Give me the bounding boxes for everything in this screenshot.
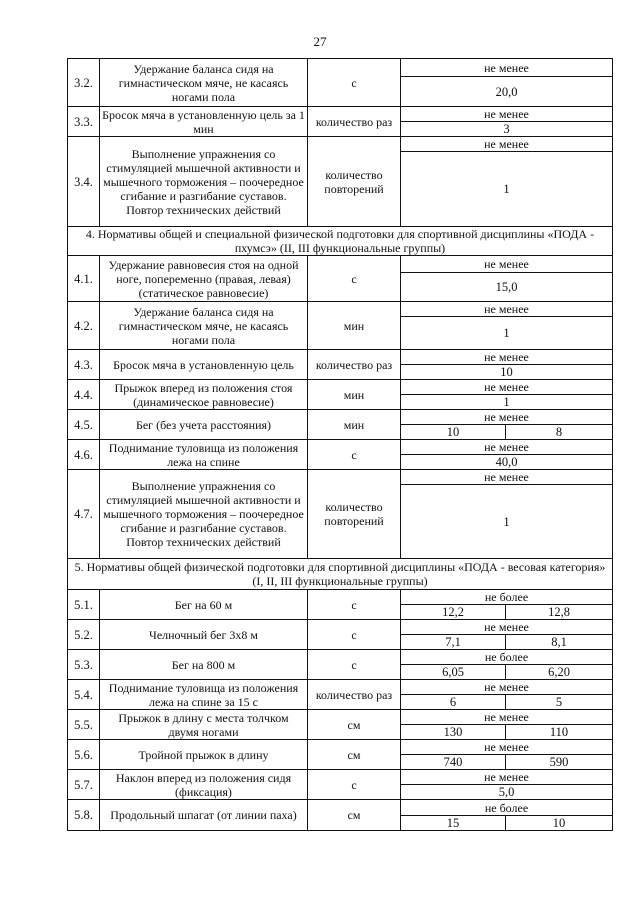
exercise-name: Тройной прыжок в длину xyxy=(100,740,308,770)
table-row xyxy=(68,800,613,816)
table-row xyxy=(68,680,613,695)
exercise-name: Прыжок в длину с места толчком двумя ногами xyxy=(100,710,308,740)
norm-value-left: 7,1 xyxy=(401,635,506,650)
unit-cell: с xyxy=(308,650,401,680)
unit-cell: с xyxy=(308,590,401,620)
exercise-name: Продольный шпагат (от линии паха) xyxy=(100,800,308,831)
norm-value: 1 xyxy=(401,485,613,559)
exercise-name: Удержание баланса сидя на гимнастическом мяче, не касаясь ногами пола xyxy=(100,59,308,107)
norm-value-left: 740 xyxy=(401,755,506,770)
condition-label: не менее xyxy=(401,350,613,365)
norm-value-right: 110 xyxy=(506,725,613,740)
condition-label: не менее xyxy=(401,137,613,152)
condition-label: не менее xyxy=(401,440,613,455)
unit-cell: см xyxy=(308,740,401,770)
item-number: 4.4. xyxy=(68,380,100,410)
exercise-name: Бег (без учета расстояния) xyxy=(100,410,308,440)
exercise-name: Бег на 60 м xyxy=(100,590,308,620)
condition-label: не менее xyxy=(401,59,613,77)
item-number: 4.1. xyxy=(68,256,100,302)
norm-value: 20,0 xyxy=(401,77,613,107)
norm-value: 1 xyxy=(401,317,613,350)
exercise-name: Удержание баланса сидя на гимнастическом мяче, не касаясь ногами пола xyxy=(100,302,308,350)
norm-value: 1 xyxy=(401,395,613,410)
exercise-name: Бросок мяча в установленную цель за 1 мин xyxy=(100,107,308,137)
exercise-name: Выполнение упражнения со стимуляцией мышечной активности и мышечного торможения – поочередное сгибание и разгибание суставов. Повтор технических действий xyxy=(100,137,308,227)
item-number: 4.6. xyxy=(68,440,100,470)
table-row xyxy=(68,256,613,273)
unit-cell: мин xyxy=(308,302,401,350)
exercise-name: Поднимание туловища из положения лежа на спине за 15 с xyxy=(100,680,308,710)
norm-value-left: 10 xyxy=(401,425,506,440)
norm-value-right: 6,20 xyxy=(506,665,613,680)
condition-label: не менее xyxy=(401,680,613,695)
condition-label: не менее xyxy=(401,740,613,755)
norm-value: 3 xyxy=(401,122,613,137)
table-row xyxy=(68,590,613,605)
exercise-name: Челночный бег 3х8 м xyxy=(100,620,308,650)
condition-label: не более xyxy=(401,800,613,816)
exercise-name: Прыжок вперед из положения стоя (динамическое равновесие) xyxy=(100,380,308,410)
table-row xyxy=(68,107,613,122)
unit-cell: с xyxy=(308,620,401,650)
item-number: 4.3. xyxy=(68,350,100,380)
item-number: 5.8. xyxy=(68,800,100,831)
unit-cell: мин xyxy=(308,380,401,410)
unit-cell: мин xyxy=(308,410,401,440)
norm-value-right: 5 xyxy=(506,695,613,710)
norm-value: 40,0 xyxy=(401,455,613,470)
item-number: 5.3. xyxy=(68,650,100,680)
item-number: 5.4. xyxy=(68,680,100,710)
item-number: 4.5. xyxy=(68,410,100,440)
condition-label: не более xyxy=(401,650,613,665)
table-row xyxy=(68,350,613,365)
item-number: 3.4. xyxy=(68,137,100,227)
item-number: 3.2. xyxy=(68,59,100,107)
item-number: 5.5. xyxy=(68,710,100,740)
item-number: 5.6. xyxy=(68,740,100,770)
norm-value-right: 12,8 xyxy=(506,605,613,620)
section-header-row xyxy=(68,227,613,256)
table-row xyxy=(68,59,613,77)
table-row xyxy=(68,770,613,785)
norms-table-body xyxy=(68,59,613,831)
page-number: 27 xyxy=(313,34,327,49)
condition-label: не менее xyxy=(401,107,613,122)
table-row xyxy=(68,410,613,425)
unit-cell: с xyxy=(308,256,401,302)
table-row xyxy=(68,620,613,635)
unit-cell: количество повторений xyxy=(308,137,401,227)
unit-cell: с xyxy=(308,59,401,107)
table-row xyxy=(68,302,613,317)
exercise-name: Наклон вперед из положения сидя (фиксация) xyxy=(100,770,308,800)
condition-label: не менее xyxy=(401,770,613,785)
unit-cell: с xyxy=(308,440,401,470)
unit-cell: количество повторений xyxy=(308,470,401,559)
item-number: 4.2. xyxy=(68,302,100,350)
table-row xyxy=(68,380,613,395)
item-number: 4.7. xyxy=(68,470,100,559)
exercise-name: Выполнение упражнения со стимуляцией мышечной активности и мышечного торможения – поочередное сгибание и разгибание суставов. Повтор технических действий xyxy=(100,470,308,559)
condition-label: не менее xyxy=(401,256,613,273)
item-number: 3.3. xyxy=(68,107,100,137)
norm-value-left: 6,05 xyxy=(401,665,506,680)
item-number: 5.7. xyxy=(68,770,100,800)
norms-table xyxy=(67,58,613,831)
table-row xyxy=(68,137,613,152)
condition-label: не менее xyxy=(401,620,613,635)
norm-value: 5,0 xyxy=(401,785,613,800)
table-row xyxy=(68,740,613,755)
unit-cell: количество раз xyxy=(308,680,401,710)
unit-cell: количество раз xyxy=(308,107,401,137)
condition-label: не менее xyxy=(401,710,613,725)
exercise-name: Бег на 800 м xyxy=(100,650,308,680)
norm-value-right: 8,1 xyxy=(506,635,613,650)
unit-cell: с xyxy=(308,770,401,800)
condition-label: не менее xyxy=(401,470,613,485)
exercise-name: Бросок мяча в установленную цель xyxy=(100,350,308,380)
norm-value: 15,0 xyxy=(401,273,613,302)
norm-value-left: 6 xyxy=(401,695,506,710)
condition-label: не менее xyxy=(401,302,613,317)
norm-value-right: 8 xyxy=(506,425,613,440)
norm-value-right: 590 xyxy=(506,755,613,770)
norm-value: 10 xyxy=(401,365,613,380)
unit-cell: см xyxy=(308,710,401,740)
exercise-name: Удержание равновесия стоя на одной ноге, попеременно (правая, левая) (статическое равновесие) xyxy=(100,256,308,302)
table-row xyxy=(68,710,613,725)
unit-cell: см xyxy=(308,800,401,831)
exercise-name: Поднимание туловища из положения лежа на спине xyxy=(100,440,308,470)
table-row xyxy=(68,440,613,455)
norm-value-left: 12,2 xyxy=(401,605,506,620)
item-number: 5.1. xyxy=(68,590,100,620)
condition-label: не более xyxy=(401,590,613,605)
section-header-row xyxy=(68,559,613,590)
norm-value-right: 10 xyxy=(506,816,613,831)
table-row xyxy=(68,470,613,485)
norm-value-left: 15 xyxy=(401,816,506,831)
norm-value: 1 xyxy=(401,152,613,227)
section-title: 4. Нормативы общей и специальной физической подготовки для спортивной дисциплины «ПОДА - пхумсэ» (II, III функциональные группы) xyxy=(68,227,613,256)
item-number: 5.2. xyxy=(68,620,100,650)
condition-label: не менее xyxy=(401,410,613,425)
norm-value-left: 130 xyxy=(401,725,506,740)
unit-cell: количество раз xyxy=(308,350,401,380)
condition-label: не менее xyxy=(401,380,613,395)
section-title: 5. Нормативы общей физической подготовки для спортивной дисциплины «ПОДА - весовая категория» (I, II, III функциональные группы) xyxy=(68,559,613,590)
table-row xyxy=(68,650,613,665)
